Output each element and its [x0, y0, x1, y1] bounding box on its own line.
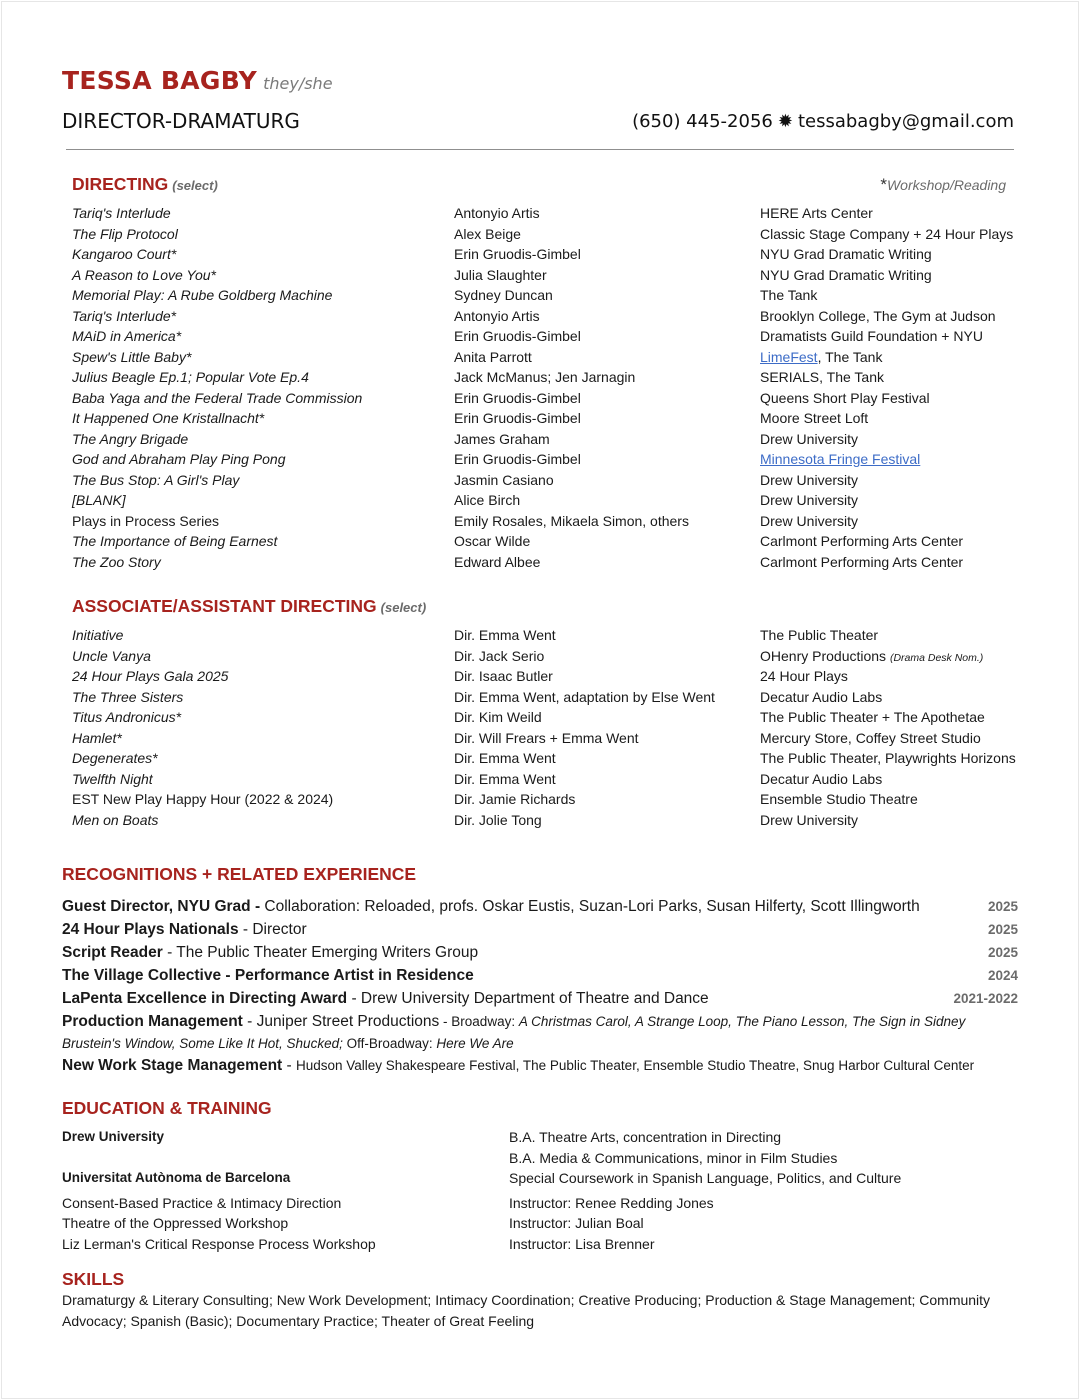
production-title: Baba Yaga and the Federal Trade Commission [72, 389, 363, 406]
credit-person: Dir. Jolie Tong [454, 811, 542, 828]
production-title: Titus Andronicus* [72, 709, 182, 725]
production-title: Spew's Little Baby* [72, 348, 192, 365]
credit-venue: OHenry Productions (Drama Desk Nom.) [760, 647, 984, 664]
recognition-year: 2024 [987, 968, 1018, 983]
production-title: The Importance of Being Earnest [72, 533, 278, 549]
production-title: EST New Play Happy Hour (2022 & 2024) [72, 791, 334, 807]
credit-venue: Drew University [760, 430, 859, 447]
award-note: (Drama Desk Nom.) [889, 651, 984, 664]
production-title: 24 Hour Plays Gala 2025 [72, 668, 229, 684]
production-title: Initiative [72, 627, 124, 643]
credit-venue: Drew University [760, 811, 859, 828]
production-title: The Three Sisters [72, 688, 184, 705]
credit-venue: Drew University [760, 512, 859, 529]
credit-person: Alice Birch [454, 492, 521, 508]
venue-link[interactable]: LimeFest [760, 348, 818, 365]
production-title: Tariq's Interlude* [72, 307, 177, 324]
email-address[interactable]: tessabagby@gmail.com [797, 111, 1014, 132]
credit-person: Erin Gruodis-Gimbel [454, 389, 581, 406]
credit-person: Antonyio Artis [454, 307, 540, 324]
credit-person: Dir. Emma Went, adaptation by Else Went [454, 688, 715, 705]
credit-venue: Decatur Audio Labs [760, 688, 883, 705]
recognitions-list [62, 895, 1018, 1077]
recognition-item: New Work Stage Management - Hudson Valley Shakespeare Festival, The Public Theater, Ensemble Studio Theatre, Snug Harbor Cultural Center [62, 1057, 975, 1074]
recognition-item: 24 Hour Plays Nationals - Director 2025 [62, 918, 1018, 941]
credit-venue: Brooklyn College, The Gym at Judson [760, 307, 996, 324]
credit-person: Dir. Isaac Butler [454, 668, 553, 684]
header-divider [66, 149, 1014, 150]
resume-name: TESSA BAGBY they/she [62, 66, 333, 95]
credit-person: Jasmin Casiano [454, 471, 554, 488]
credit-venue: HERE Arts Center [760, 205, 873, 221]
recognition-item: LaPenta Excellence in Directing Award - Drew University Department of Theatre and Dance 2021-2022 [62, 987, 1018, 1010]
recognition-year: 2021-2022 [953, 991, 1018, 1006]
recognition-year: 2025 [987, 945, 1018, 960]
education-heading: EDUCATION & TRAINING [62, 1098, 272, 1118]
credit-person: Dir. Jamie Richards [454, 791, 576, 807]
contact-line [632, 111, 1014, 132]
credit-venue: Drew University [760, 471, 859, 488]
credit-venue: Carlmont Performing Arts Center [760, 533, 964, 549]
production-title: Kangaroo Court* [72, 246, 177, 262]
recognition-year: 2025 [987, 922, 1018, 937]
workshop-note: *Workshop/Reading [880, 175, 1006, 194]
production-title: A Reason to Love You* [72, 266, 216, 283]
production-title: It Happened One Kristallnacht* [72, 410, 265, 426]
production-title: The Zoo Story [72, 553, 161, 570]
credit-person: Dir. Kim Weild [454, 709, 542, 725]
assistant-directing-heading: ASSOCIATE/ASSISTANT DIRECTING (select) [72, 596, 427, 616]
credit-person: Emily Rosales, Mikaela Simon, others [454, 512, 689, 529]
pronouns: they/she [263, 74, 333, 93]
production-title: The Flip Protocol [72, 225, 178, 242]
production-title: Men on Boats [72, 811, 159, 828]
recognition-item: Guest Director, NYU Grad - Collaboration: Reloaded, profs. Oskar Eustis, Suzan-Lori Parks, Susan Hilferty, Scott Illingworth 2025 [62, 895, 1018, 918]
credit-venue: SERIALS, The Tank [760, 369, 884, 385]
phone-number: (650) 445-2056 [632, 111, 773, 132]
production-title: [BLANK] [72, 492, 126, 508]
venue-link[interactable]: Minnesota Fringe Festival [760, 451, 921, 467]
credit-person: Alex Beige [454, 225, 521, 242]
credit-person: Edward Albee [454, 553, 541, 570]
production-title: Hamlet* [72, 729, 122, 746]
credit-venue: The Tank [760, 287, 818, 303]
credit-person: Dir. Jack Serio [454, 647, 545, 664]
credit-venue: Classic Stage Company + 24 Hour Plays [760, 225, 1014, 242]
credit-person: Dir. Emma Went [454, 627, 556, 643]
skills-heading: SKILLS [62, 1269, 125, 1289]
credit-venue: The Public Theater [760, 627, 879, 643]
resume-role: DIRECTOR-DRAMATURG [62, 109, 300, 133]
training-row: Theatre of the Oppressed Workshop Instructor: Julian Boal [62, 1215, 644, 1231]
credit-person: Jack McManus; Jen Jarnagin [454, 369, 636, 385]
credit-venue: Queens Short Play Festival [760, 389, 930, 406]
production-title: Plays in Process Series [72, 512, 220, 529]
recognition-item-continued: Brustein's Window, Some Like It Hot, Shucked; Off-Broadway: Here We Are [62, 1036, 514, 1051]
education-row: Drew University B.A. Theatre Arts, concentration in Directing [62, 1129, 782, 1145]
credit-person: Anita Parrott [454, 348, 532, 365]
production-title: God and Abraham Play Ping Pong [72, 451, 286, 467]
credit-venue: Moore Street Loft [760, 410, 869, 426]
recognitions-heading: RECOGNITIONS + RELATED EXPERIENCE [62, 864, 417, 884]
credit-venue: Dramatists Guild Foundation + NYU [760, 328, 983, 344]
training-row: Consent-Based Practice & Intimacy Direction Instructor: Renee Redding Jones [62, 1194, 714, 1211]
credit-venue: LimeFest, The Tank [760, 348, 883, 365]
skills-text: Dramaturgy & Literary Consulting; New Work Development; Intimacy Coordination; Creative Producing; Production & Stage Management; Community Advocacy; Spanish (Basic); Documentary Practice; Theater of Great Feeling [62, 1292, 991, 1329]
credit-person: Dir. Emma Went [454, 750, 556, 766]
credit-person: Erin Gruodis-Gimbel [454, 246, 581, 262]
credit-person: Erin Gruodis-Gimbel [454, 451, 581, 467]
credit-venue [760, 449, 920, 470]
education-list [62, 1127, 1022, 1254]
credit-venue: Drew University [760, 492, 859, 508]
credit-venue: Carlmont Performing Arts Center [760, 553, 964, 570]
credit-venue: Ensemble Studio Theatre [760, 791, 918, 807]
credit-person: Dir. Emma Went [454, 770, 556, 787]
education-row: Universitat Autònoma de Barcelona Special Coursework in Spanish Language, Politics, and Culture [62, 1170, 902, 1186]
credit-venue: The Public Theater, Playwrights Horizons [760, 750, 1016, 766]
credit-person: Sydney Duncan [454, 287, 553, 303]
production-title: MAiD in America* [72, 328, 182, 344]
star-separator-icon: ✹ [777, 111, 793, 132]
education-row: B.A. Media & Communications, minor in Film Studies [509, 1149, 838, 1166]
recognition-item: Script Reader - The Public Theater Emerging Writers Group 2025 [62, 941, 1018, 964]
credit-person: Dir. Will Frears + Emma Went [454, 729, 639, 746]
credit-venue: The Public Theater + The Apothetae [760, 709, 985, 725]
credit-venue: Mercury Store, Coffey Street Studio [760, 729, 981, 746]
credit-venue: Decatur Audio Labs [760, 770, 883, 787]
recognition-item: Production Management - Juniper Street Productions - Broadway: A Christmas Carol, A Strange Loop, The Piano Lesson, The Sign in Sidney [62, 1013, 966, 1030]
recognition-item: The Village Collective - Performance Artist in Residence 2024 [62, 964, 1018, 987]
credit-person: Erin Gruodis-Gimbel [454, 328, 581, 344]
production-title: Uncle Vanya [72, 647, 151, 664]
production-title: The Bus Stop: A Girl's Play [72, 471, 240, 488]
credit-person: Antonyio Artis [454, 205, 540, 221]
production-title: The Angry Brigade [72, 430, 189, 447]
production-title: Julius Beagle Ep.1; Popular Vote Ep.4 [72, 369, 309, 385]
production-title: Memorial Play: A Rube Goldberg Machine [72, 287, 333, 303]
credit-person: Julia Slaughter [454, 266, 547, 283]
training-row: Liz Lerman's Critical Response Process Workshop Instructor: Lisa Brenner [62, 1235, 655, 1252]
credit-venue: NYU Grad Dramatic Writing [760, 246, 932, 262]
credit-venue: 24 Hour Plays [760, 668, 848, 684]
credit-person: James Graham [454, 430, 550, 447]
credit-person: Oscar Wilde [454, 533, 531, 549]
credit-person: Erin Gruodis-Gimbel [454, 410, 581, 426]
production-title: Degenerates* [72, 750, 158, 766]
credit-venue: NYU Grad Dramatic Writing [760, 266, 932, 283]
directing-heading: DIRECTING (select) [72, 174, 218, 194]
recognition-year: 2025 [987, 899, 1018, 914]
production-title: Twelfth Night [72, 770, 153, 787]
production-title: Tariq's Interlude [72, 205, 171, 221]
